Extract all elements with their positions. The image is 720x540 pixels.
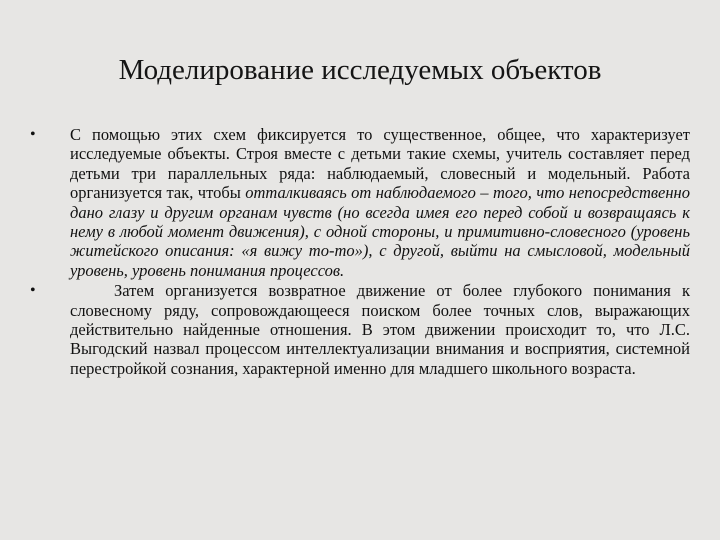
slide-title: Моделирование исследуемых объектов [118,54,602,86]
bullet-dot-icon: • [30,126,36,143]
bullet-item-2 [30,281,690,378]
bullet-dot-icon: • [30,282,36,300]
bullet-list [30,125,690,379]
bullet-1-italic-text: отталкиваясь от наблюдаемого – того, что непосредственно дано глазу и другим органам чувств (но всегда имея его перед собой и возвращаясь к нему в любой момент движения), с одной стороны, и примитивно-словесного (уровень житейского описания: «я вижу то-то»), с другой, выйти на смысловой, модельный уровень, уровень понимания процессов. [70,183,690,280]
bullet-item-1 [30,125,690,280]
bullet-1-text: С помощью этих схем фиксируется то существенное, общее, что характеризует исследуемые объекты. Строя вместе с детьми такие схемы, учитель составляет перед детьми три параллельных ряда: наблюдаемый, словесный и модельный. Работа организуется так, чтобы [70,125,690,203]
bullet-2-text: Затем организуется возвратное движение от более глубокого понимания к словесному ряду, сопровождающееся поиском более точных слов, выражающих действительно найденные отношения. В этом движении происходит то, что Л.С. Выгодский назвал процессом интеллектуализации внимания и восприятия, системной перестройкой сознания, характерной именно для младшего школьного возраста. [70,281,690,378]
